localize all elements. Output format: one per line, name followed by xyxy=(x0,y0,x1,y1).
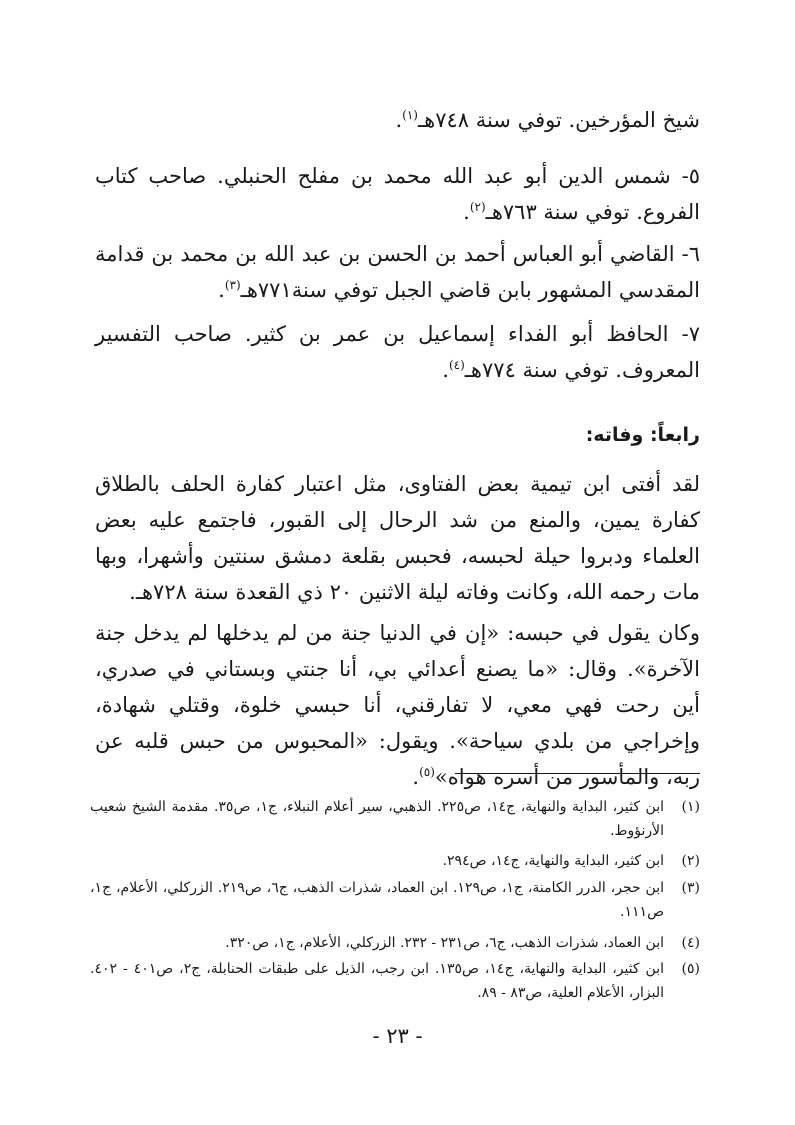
footnote-ref: (١) xyxy=(402,108,418,122)
page-number: - ٢٣ - xyxy=(372,1024,423,1048)
entry-6: ٦- القاضي أبو العباس أحمد بن الحسن بن عبد الله بن محمد بن قدامة المقدسي المشهور بابن قاضي الجبل توفي سنة٧٧١هـ$^{(٣)}$. xyxy=(95,242,700,302)
footnote-ref: (٥) xyxy=(419,765,435,779)
entry-7: ٧- الحافظ أبو الفداء إسماعيل بن عمر بن كثير. صاحب التفسير المعروف. توفي سنة ٧٧٤هـ$^{(٤)}$. xyxy=(95,322,700,382)
entry-4-tail: شيخ المؤرخين. توفي سنة ٧٤٨هـ$^{(١)}$. xyxy=(395,108,700,132)
footnote-2: (٢) ابن كثير، البداية والنهاية، ج١٤، ص٢٩٤. xyxy=(442,853,700,869)
footnote-5: (٥) ابن كثير، البداية والنهاية، ج١٤، ص١٣٥. ابن رجب، الذيل على طبقات الحنابلة، ج٢، ص٤٠١ - ٤٠٢. البزار، الأعلام العلية، ص٨٣ - ٨٩. xyxy=(90,961,700,1001)
paragraph-prison-sayings: وكان يقول في حبسه: «إن في الدنيا جنة من لم يدخلها لم يدخل جنة الآخرة». وقال: «ما يصنع أعدائي بي، أنا جنتي وبستاني في صدري، أين رحت فهي معي، لا تفارقني، أنا حبسي خلوة، وقتلي شهادة، وإخراجي من بلدي سياحة». ويقول: «المحبوس من حبس قلبه عن ربه، والمأسور من أسره هواه»$^{(٥)}$. xyxy=(95,621,700,789)
footnote-4: (٤) ابن العماد، شذرات الذهب، ج٦، ص٢٣١ - ٢٣٢. الزركلي، الأعلام، ج١، ص٣٢٠. xyxy=(225,935,700,951)
entry-5: ٥- شمس الدين أبو عبد الله محمد بن مفلح الحنبلي. صاحب كتاب الفروع. توفي سنة ٧٦٣هـ$^{(٢)}$. xyxy=(95,164,700,224)
footnote-ref: (٣) xyxy=(224,278,241,292)
footnote-1: (١) ابن كثير، البداية والنهاية، ج١٤، ص٢٢٥. الذهبي، سير أعلام النبلاء، ج١، ص٣٥. مقدمة الشيخ شعيب الأرنؤوط. xyxy=(90,799,700,839)
paragraph-death: لقد أفتى ابن تيمية بعض الفتاوى، مثل اعتبار كفارة الحلف بالطلاق كفارة يمين، والمنع من شد الرحال إلى القبور، فاجتمع عليه بعض العلماء ودبروا حيلة لحبسه، فحبس بقلعة دمشق سنتين وأشهرا، وبها مات رحمه الله، وكانت وفاته ليلة الاثنين ٢٠ ذي القعدة سنة ٧٢٨هـ. xyxy=(95,472,701,604)
footnote-3: (٣) ابن حجر، الدرر الكامنة، ج١، ص١٢٩. ابن العماد، شذرات الذهب، ج٦، ص٢١٩. الزركلي، الأعلام، ج١، ص١١١. xyxy=(90,880,700,920)
footnote-ref: (٤) xyxy=(448,358,465,372)
footnote-ref: (٢) xyxy=(469,200,486,214)
footnote-separator xyxy=(455,773,700,774)
section-heading: رابعاً: وفاته: xyxy=(585,424,700,446)
